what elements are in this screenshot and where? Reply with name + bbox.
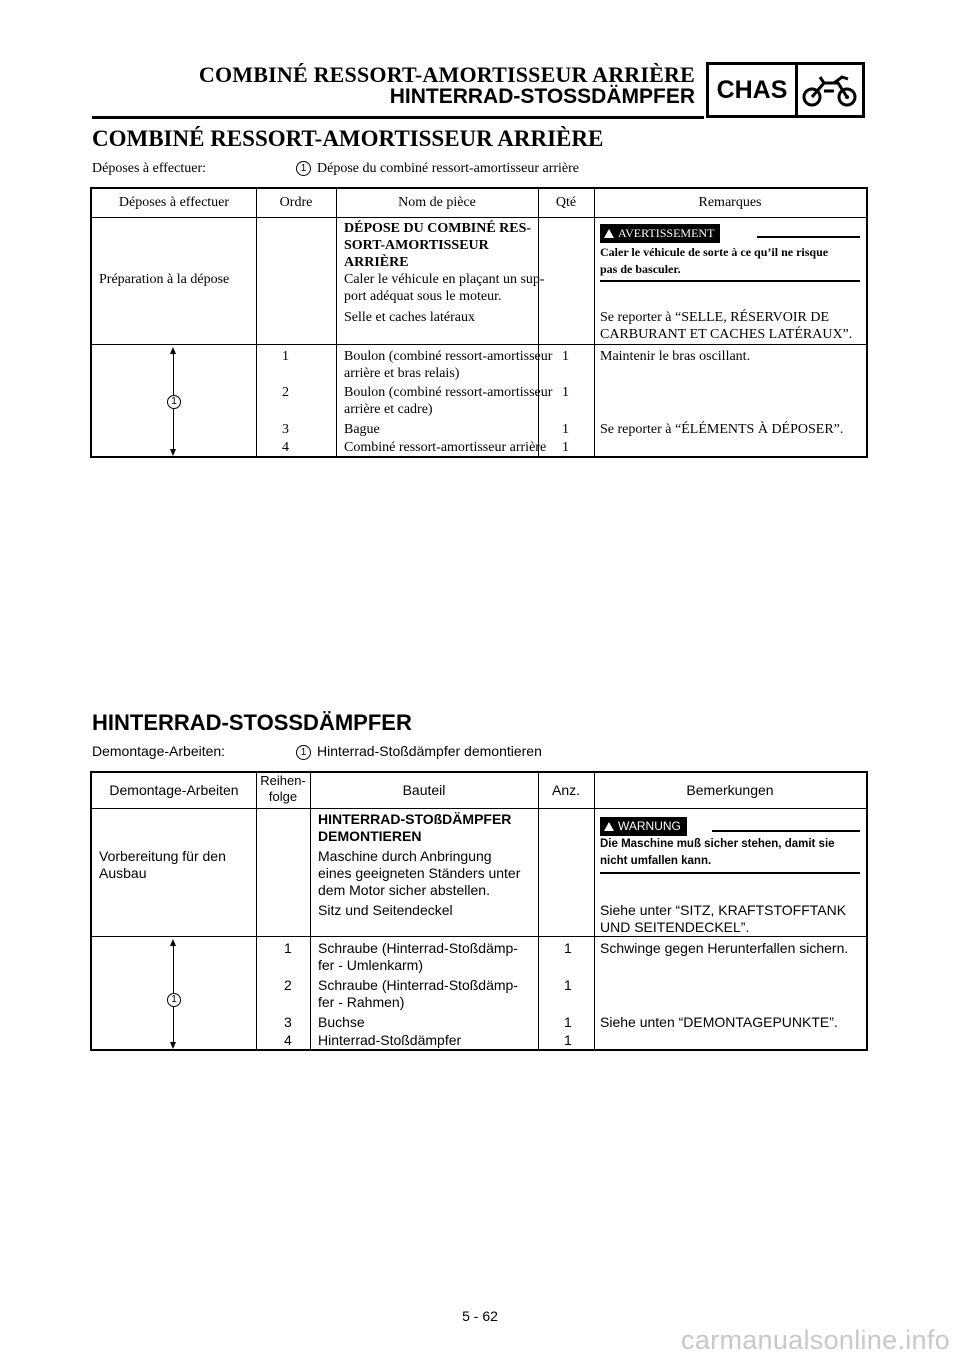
prep-heading: SORT-AMORTISSEUR xyxy=(344,238,489,253)
row-part: Bague xyxy=(344,422,380,437)
section-title-de: HINTERRAD-STOSSDÄMPFER xyxy=(92,710,412,735)
row-qty: 1 xyxy=(564,1014,572,1030)
row-part: arrière et cadre) xyxy=(344,402,433,417)
section-title-fr: COMBINÉ RESSORT-AMORTISSEUR ARRIÈRE xyxy=(92,126,604,151)
row-order: 2 xyxy=(282,385,289,400)
warning-text: Die Maschine muß sicher stehen, damit sie xyxy=(600,838,835,850)
row-part: Schraube (Hinterrad-Stoßdämp- xyxy=(318,940,518,956)
row-remark: Siehe unten “DEMONTAGEPUNKTE”. xyxy=(600,1014,838,1030)
warning-text: Caler le véhicule de sorte à ce qu’il ne risque xyxy=(600,245,829,259)
row-qty: 1 xyxy=(562,349,569,364)
row-part: Hinterrad-Stoßdämpfer xyxy=(318,1032,462,1048)
warning-icon xyxy=(604,822,614,831)
row-order: 3 xyxy=(282,422,289,437)
prep-remark: Siehe unter “SITZ, KRAFTSTOFFTANK xyxy=(600,902,847,918)
circled-number: 1 xyxy=(296,745,311,760)
subtitle-label-de: Demontage-Arbeiten: xyxy=(92,743,226,759)
prep-step: Caler le véhicule en plaçant un sup- xyxy=(344,272,545,287)
prep-heading: HINTERRAD-STOßDÄMPFER xyxy=(318,811,512,827)
row-remark: Se reporter à “ÉLÉMENTS À DÉPOSER”. xyxy=(600,422,844,437)
col-header: Qté xyxy=(555,195,577,210)
prep-step: Selle et caches latéraux xyxy=(344,310,475,325)
prep-heading: DEMONTIEREN xyxy=(318,828,422,844)
row-order: 4 xyxy=(282,440,289,455)
prep-label: Ausbau xyxy=(99,865,147,881)
row-part: Schraube (Hinterrad-Stoßdämp- xyxy=(318,977,518,993)
prep-heading: ARRIÈRE xyxy=(344,255,409,270)
row-order: 1 xyxy=(284,940,292,956)
row-order: 3 xyxy=(284,1014,292,1030)
prep-label: Préparation à la dépose xyxy=(99,272,230,287)
page-number: 5 - 62 xyxy=(462,1308,498,1324)
prep-step: Sitz und Seitendeckel xyxy=(318,902,453,918)
header-title-de: HINTERRAD-STOSSDÄMPFER xyxy=(389,85,695,108)
row-order: 2 xyxy=(284,977,292,993)
row-part: arrière et bras relais) xyxy=(344,366,460,381)
col-header: Remarques xyxy=(698,195,762,210)
row-remark: Schwinge gegen Herunterfallen sichern. xyxy=(600,940,849,956)
col-header: Déposes à effectuer xyxy=(118,195,230,210)
prep-step: Maschine durch Anbringung xyxy=(318,848,492,864)
row-part: fer - Rahmen) xyxy=(318,994,405,1010)
row-order: 1 xyxy=(282,349,289,364)
row-part: fer - Umlenkarm) xyxy=(318,957,424,973)
row-qty: 1 xyxy=(564,940,572,956)
header-rule xyxy=(92,116,704,119)
col-header: Anz. xyxy=(551,782,580,798)
warning-icon xyxy=(604,229,614,238)
row-qty: 1 xyxy=(562,385,569,400)
chapter-badge-label: CHAS xyxy=(709,65,798,115)
circled-number: 1 xyxy=(296,161,311,176)
col-header: Bauteil xyxy=(402,782,446,798)
prep-remark: CARBURANT ET CACHES LATÉRAUX”. xyxy=(600,327,853,342)
watermark: carmanualsonline.info xyxy=(681,1325,950,1355)
row-qty: 1 xyxy=(562,422,569,437)
prep-step: port adéquat sous le moteur. xyxy=(344,289,502,304)
subtitle-text-fr: Dépose du combiné ressort-amortisseur arrière xyxy=(317,161,580,176)
header-title-fr: COMBINÉ RESSORT-AMORTISSEUR ARRIÈRE xyxy=(198,62,695,87)
warning-text: pas de basculer. xyxy=(600,262,681,276)
prep-label: Vorbereitung für den xyxy=(99,848,226,864)
row-part: Combiné ressort-amortisseur arrière xyxy=(344,440,547,455)
prep-remark: UND SEITENDECKEL”. xyxy=(600,919,750,935)
warning-badge: AVERTISSEMENT xyxy=(600,224,720,243)
row-part: Boulon (combiné ressort-amortisseur xyxy=(344,349,553,364)
col-header: Nom de pièce xyxy=(398,195,476,210)
subtitle-de xyxy=(296,743,542,760)
subtitle-fr xyxy=(296,161,579,177)
prep-step: dem Motor sicher abstellen. xyxy=(318,882,490,898)
row-part: Buchse xyxy=(318,1014,365,1030)
removal-table-fr xyxy=(90,187,868,458)
prep-step: eines geeigneten Ständers unter xyxy=(318,865,521,881)
row-remark: Maintenir le bras oscillant. xyxy=(600,349,751,364)
row-order: 4 xyxy=(284,1032,292,1048)
col-header: Bemerkungen xyxy=(686,782,774,798)
row-qty: 1 xyxy=(562,440,569,455)
row-qty: 1 xyxy=(564,977,572,993)
col-header: Reihen- xyxy=(260,773,306,788)
chapter-badge xyxy=(706,62,865,118)
step-range-marker: 1 xyxy=(167,993,181,1007)
row-qty: 1 xyxy=(564,1032,572,1048)
warning-text: nicht umfallen kann. xyxy=(600,855,712,867)
motorcycle-icon xyxy=(798,65,862,115)
prep-remark: Se reporter à “SELLE, RÉSERVOIR DE xyxy=(600,310,830,325)
col-header: Ordre xyxy=(279,195,313,210)
step-range-marker: 1 xyxy=(167,395,181,409)
warning-badge: WARNUNG xyxy=(600,817,687,836)
subtitle-label-fr: Déposes à effectuer: xyxy=(92,161,207,176)
subtitle-text-de: Hinterrad-Stoßdämpfer demontieren xyxy=(317,743,542,759)
row-part: Boulon (combiné ressort-amortisseur xyxy=(344,385,553,400)
removal-table-de xyxy=(90,771,868,1051)
col-header: Demontage-Arbeiten xyxy=(109,782,239,798)
col-header: folge xyxy=(268,789,298,804)
prep-heading: DÉPOSE DU COMBINÉ RES- xyxy=(344,221,532,236)
